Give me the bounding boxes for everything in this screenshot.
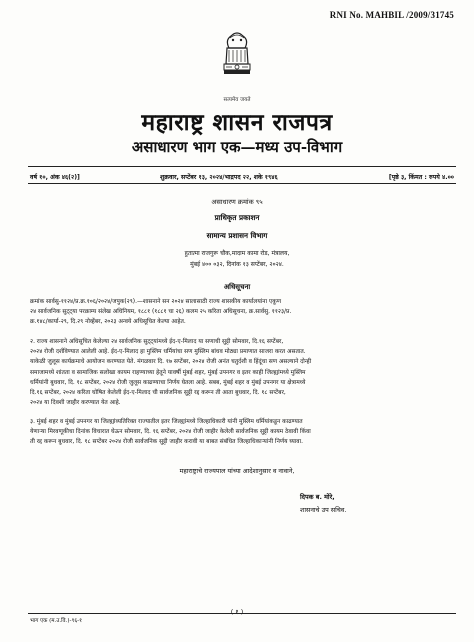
paragraph-line: याकेळी जुलूस कार्यक्रमाचे आयोजन करण्यात येते. मंगळवार दि. १७ सप्टेंबर, २०२४ रोजी अनंत चतुर्दशी व हिंदूंचा सण असल्याने दोन्ही <box>30 359 312 366</box>
paragraph-line: २४ सार्वजनिक सुट्ट्या परक्राम्य संलेख अधिनियम, १८८१ (१८८१ चा २६) कलम २५ करिता अधिसूचना, क्र.सार्वसु. ११२३/प्र. <box>30 309 292 316</box>
paragraph-line: ती रद्द करून बुधवार, दि. १८ सप्टेंबर २०२४ रोजी सार्वजनिक सुट्टी जाहीर करावी या बाबत संबंधित जिल्हाधिकाऱ्यांनी निर्णय घ्यावा. <box>30 439 303 446</box>
signatory-designation: शासनाचे उप सचिव. <box>300 506 347 514</box>
rni-number: RNI No. MAHBIL /2009/31745 <box>329 10 454 20</box>
pages-price: [पृष्ठे ३, किंमत : रुपये ४.०० <box>388 174 454 181</box>
department-name: सामान्य प्रशासन विभाग <box>206 231 268 240</box>
footer-code: भाग एक (म.उ.वि.)-९६-१ <box>30 618 83 624</box>
paragraph-line: क्रमांक सार्वसु-११२४/प्र.क्र.१०६/२०२४/जपुक(२९).—शासनाने सन २०२४ सालासाठी राज्य शासकीय कार्यालयांना एकूण <box>30 299 281 305</box>
emblem-motto: सत्यमेव जयते <box>223 97 251 103</box>
paragraph-line: दि.१६ सप्टेंबर, २०२४ करिता घोषित केलेली ईद-ए-मिलाद ची सार्वजनिक सुट्टी रद्द करून ती आता बुधवार, दि. १८ सप्टेंबर, <box>30 390 286 397</box>
paragraph-line: २०२४ रोजी दर्शविण्यात आलेली आहे. ईद-ए-मिलाद हा मुस्लिम धर्मियांचा सण मुस्लिम बांधव मोठ्या प्रमाणात साजरा करत असतात. <box>30 349 306 356</box>
issue-date: शुक्रवार, सप्टेंबर १३, २०२४/भाद्रपद २२, शके १९४६ <box>160 174 278 181</box>
issue-number: वर्ष १०, अंक ४६(२)] <box>30 174 80 181</box>
meta-divider <box>28 183 456 184</box>
paragraph-line: क्र.१४८/कार्या-२९, दि.२९ नोव्हेंबर, २०२३ अन्वये अधिसूचित केल्या आहेत. <box>30 319 186 326</box>
paragraph-line: धर्मियांनी बुधवार, दि. १८ सप्टेंबर, २०२४ रोजी जुलूस काढण्याचा निर्णय घेतला आहे. सबब, मुंबई शहर व मुंबई उपनगर या क्षेत्रामध्ये <box>30 379 306 386</box>
national-emblem-icon <box>215 28 259 94</box>
gazette-title: महाराष्ट्र शासन राजपत्र <box>141 109 333 136</box>
signatory-name: दिपक ब. मोरे, <box>300 493 335 501</box>
page-number: ( १ ) <box>230 608 244 616</box>
paragraph-2 <box>30 337 450 408</box>
order-line: महाराष्ट्राचे राज्यपाल यांच्या आदेशानुसार व नावाने, <box>179 467 295 475</box>
top-divider <box>28 166 456 167</box>
notice-heading: अधिसूचना <box>223 283 251 291</box>
gazette-subtitle: असाधारण भाग एक—मध्य उप-विभाग <box>131 138 343 156</box>
paragraph-3 <box>30 417 450 448</box>
paragraph-line: २०२४ या दिवशी जाहीर करण्यात येत आहे. <box>30 400 121 407</box>
paragraph-1 <box>30 297 450 328</box>
paragraph-line: समाजामध्ये शांतता व सामाजिक सलोखा कायम राहण्याच्या हेतूने यावर्षी मुंबई शहर, मुंबई उपनगर व इतर काही जिल्ह्यांमध्ये मुस्लिम <box>30 369 306 376</box>
address-line-1: हुतात्मा राजगुरू चौक,मादाम कामा रोड, मंत्रालय, <box>184 250 290 257</box>
paragraph-line: ३. मुंबई शहर व मुंबई उपनगर या जिल्ह्यांव्यतिरिक्त राज्यातील इतर जिल्ह्यांमध्ये जिल्हाधिकारी यांनी मुस्लिम धर्मियांकडून काढण्यात <box>30 419 303 425</box>
authority-line: प्राधिकृत प्रकाशन <box>214 213 260 222</box>
notice-number: असाधारण क्रमांक ९५ <box>211 198 263 206</box>
footer-divider <box>28 613 456 614</box>
paragraph-line: २. राज्य शासनाने अधिसूचित केलेल्या २४ सार्वजनिक सुट्ट्यांमध्ये ईद-ए-मिलाद या सणाची सुट्टी सोमवार, दि.१६ सप्टेंबर, <box>30 339 284 345</box>
paragraph-line: येणाऱ्या मिरवणूकीचा दिनांक विचारात घेऊन सोमवार, दि. १६ सप्टेंबर, २०२४ रोजी जाहीर केलेली सार्वजनिक सुट्टी कायम ठेवावी किंवा <box>30 429 311 436</box>
address-line-2: मुंबई ४०० ०३२, दिनांक १३ सप्टेंबर, २०२४. <box>190 261 284 268</box>
